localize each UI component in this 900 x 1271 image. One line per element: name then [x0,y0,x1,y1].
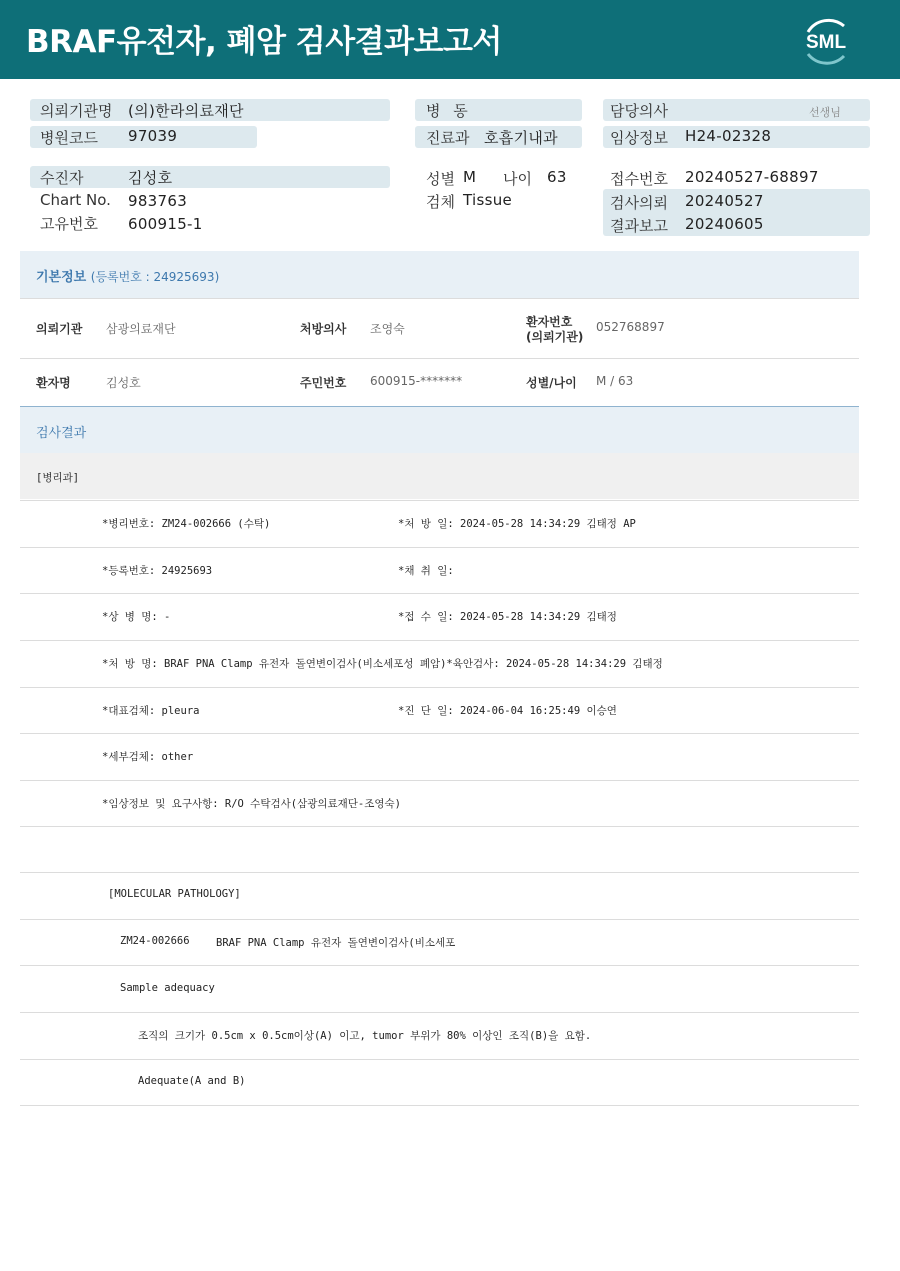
result-row-left: *임상정보 및 요구사항: R/O 수탁검사(삼광의료재단-조영숙) [102,798,402,810]
divider [20,500,859,501]
test-name: BRAF PNA Clamp 유전자 돌연변이검사(비소세포 [216,937,456,949]
patient-no-sublabel: (의뢰기관) [526,330,584,344]
referring-org-label: 의뢰기관명 [40,102,113,120]
basic-info-title: 기본정보 [36,270,87,285]
report-date-value: 20240605 [685,215,764,233]
chart-no-value: 983763 [128,192,188,210]
request-date-label: 검사의뢰 [610,194,668,212]
specimen-value: Tissue [463,191,513,209]
rrn-label: 주민번호 [300,376,347,390]
sex-age-label: 성별/나이 [526,376,577,390]
sex-label: 성별 [426,170,455,188]
hospital-code-label: 병원코드 [40,129,98,147]
hospital-code-value: 97039 [128,127,178,145]
adequacy-criteria: 조직의 크기가 0.5cm x 0.5cm이상(A) 이고, tumor 부위가 80% 이상인 조직(B)을 요함. [138,1030,592,1042]
request-date-value: 20240527 [685,192,764,210]
unique-no-label: 고유번호 [40,215,98,233]
logo-text: SML [805,32,847,53]
result-row-right: *처 방 일: 2024-05-28 14:34:29 김태정 AP [398,518,636,530]
divider [20,826,859,827]
divider [20,298,859,299]
divider [20,687,859,688]
rrn-value: 600915-******* [370,374,463,388]
sex-value: M [463,168,477,186]
results-header [20,407,859,453]
divider [20,593,859,594]
org-value: 삼광의료재단 [106,322,176,336]
divider [20,965,859,966]
chart-no-label: Chart No. [40,191,111,209]
result-row-left: *대표검체: pleura [102,705,200,717]
age-value: 63 [547,168,567,186]
divider [20,1059,859,1060]
patient-name: 김성호 [128,169,173,187]
result-row-right: *접 수 일: 2024-05-28 14:34:29 김태정 [398,611,617,623]
test-id: ZM24-002666 [120,935,190,947]
receipt-no-value: 20240527-68897 [685,168,819,186]
molecular-heading: [MOLECULAR PATHOLOGY] [108,888,241,900]
org-label: 의뢰기관 [36,322,83,336]
referring-org-value: (의)한라의료재단 [128,102,244,120]
department-value: 호흡기내과 [484,129,558,147]
prescriber-label: 처방의사 [300,322,347,336]
adequacy-result: Adequate(A and B) [138,1075,246,1087]
result-row-left: *등록번호: 24925693 [102,565,213,577]
result-row-right: *채 취 일: [398,565,454,577]
name-value: 김성호 [106,376,141,390]
doctor-suffix: 선생님 [809,106,841,119]
divider [20,640,859,641]
divider [20,358,859,359]
department-label: 진료과 [426,129,470,147]
prescriber-value: 조영숙 [370,322,405,336]
report-header [0,0,900,79]
result-row-left: *상 병 명: - [102,611,171,623]
sample-adequacy: Sample adequacy [120,982,215,994]
divider [20,1012,859,1013]
dept-band [20,453,859,499]
divider [20,1105,859,1106]
specimen-label: 검체 [426,193,455,211]
clinical-info-label: 임상정보 [610,129,668,147]
divider [20,919,859,920]
result-row-left: *세부검체: other [102,751,194,763]
doctor-label: 담당의사 [610,102,668,120]
patient-no-value: 052768897 [596,320,665,334]
result-row-left: *처 방 명: BRAF PNA Clamp 유전자 돌연변이검사(비소세포성 폐암)*육안검사: 2024-05-28 14:34:29 김태정 [102,658,663,670]
sex-age-value: M / 63 [596,374,634,388]
patient-label: 수진자 [40,169,84,187]
results-title: 검사결과 [36,426,87,441]
divider [20,872,859,873]
report-title: BRAF유전자, 폐암 검사결과보고서 [26,24,502,60]
unique-no-value: 600915-1 [128,215,203,233]
clinical-info-value: H24-02328 [685,127,772,145]
ward-label: 병 동 [426,102,472,120]
report-date-label: 결과보고 [610,217,668,235]
age-label: 나이 [503,170,532,188]
divider [20,547,859,548]
basic-info-header [20,251,859,298]
divider [20,733,859,734]
sml-logo [798,12,854,68]
divider [20,780,859,781]
registration-number: (등록번호 : 24925693) [90,270,220,284]
receipt-no-label: 접수번호 [610,170,668,188]
result-row-left: *병리번호: ZM24-002666 (수탁) [102,518,271,530]
patient-no-label: 환자번호 [526,315,573,329]
dept-label: [병리과] [36,472,80,484]
result-row-right: *진 단 일: 2024-06-04 16:25:49 이승연 [398,705,617,717]
patient-pill [30,166,390,188]
name-label: 환자명 [36,376,71,390]
